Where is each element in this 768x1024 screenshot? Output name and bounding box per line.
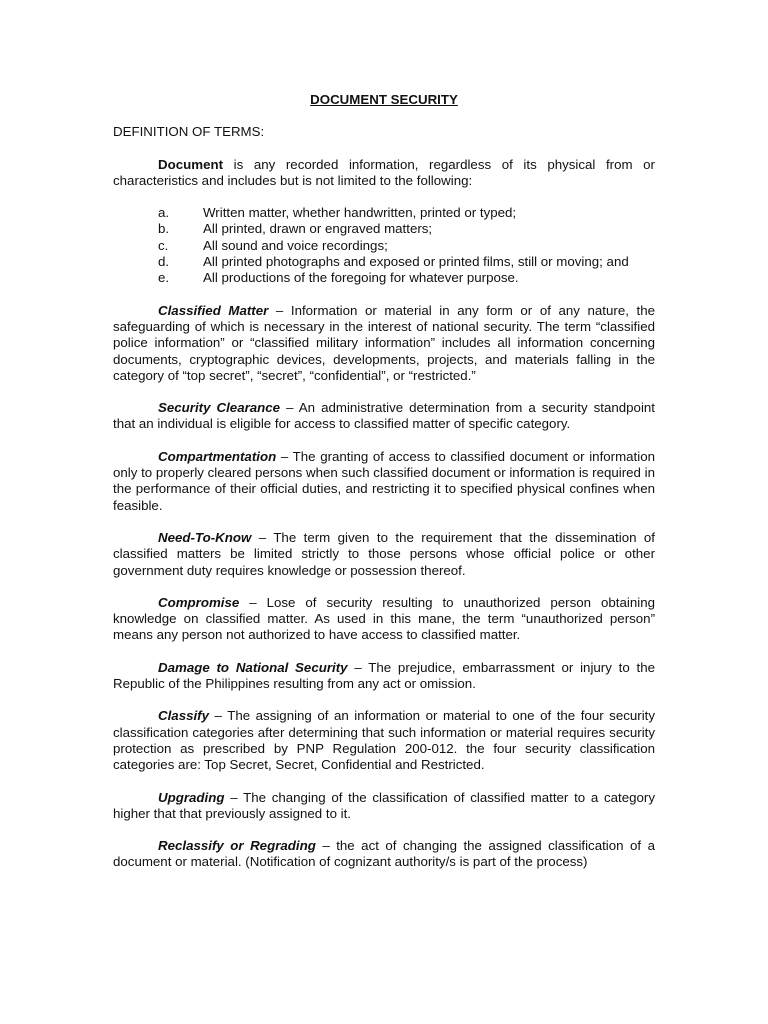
- list-item: [113, 221, 655, 237]
- definition-document: [113, 157, 655, 190]
- list-item-text: All printed photographs and exposed or printed films, still or moving; and: [203, 254, 629, 270]
- term-label: Compromise: [158, 594, 240, 610]
- term-label: Security Clearance: [158, 400, 281, 416]
- definition-text: – The assigning of an information or material to one of the four security classification categories after determining that such information or material requires security protection as prescribed by PNP Regulation 200-012. the four security classification categories are: Top Secret, Secret, Confidential and Restricted.: [113, 708, 655, 773]
- term-label: Classify: [158, 708, 209, 724]
- term-label: Damage to National Security: [158, 659, 348, 675]
- page-title: DOCUMENT SECURITY: [310, 92, 458, 107]
- term-label: Upgrading: [158, 789, 225, 805]
- definition-need-to-know: [113, 530, 655, 579]
- section-heading: DEFINITION OF TERMS:: [113, 124, 265, 140]
- list-marker: a.: [158, 205, 170, 221]
- list-marker: c.: [158, 237, 169, 253]
- definition-classified-matter: [113, 303, 655, 384]
- definition-text: – The term given to the requirement that the dissemination of classified matters be limited strictly to those persons whose official police or other government duty requires knowledge or possession thereof.: [113, 529, 655, 578]
- term-label: Compartmentation: [158, 448, 277, 464]
- list-marker: b.: [158, 221, 170, 237]
- definition-upgrading: [113, 790, 655, 823]
- definition-text: is any recorded information, regardless of its physical from or characteristics and includes but is not limited to the following:: [113, 156, 655, 188]
- list-item-text: All printed, drawn or engraved matters;: [203, 221, 433, 237]
- definition-classify: [113, 708, 655, 773]
- term-label: Classified Matter: [158, 302, 269, 318]
- list-item-text: Written matter, whether handwritten, printed or typed;: [203, 205, 517, 221]
- document-page: [113, 92, 655, 887]
- definition-text: – An administrative determination from a security standpoint that an individual is eligible for access to classified matter of specific category.: [113, 400, 655, 432]
- definition-damage-to-national-security: [113, 660, 655, 693]
- document-types-list: [113, 205, 655, 286]
- term-label: Need-To-Know: [158, 529, 252, 545]
- list-item: [113, 238, 655, 254]
- definition-text: – The prejudice, embarrassment or injury to the Republic of the Philippines resulting from any act or omission.: [113, 659, 656, 692]
- definition-reclassify-or-regrading: [113, 838, 655, 871]
- definition-text: – The changing of the classification of classified matter to a category higher that that previously assigned to it.: [113, 789, 655, 821]
- list-marker: d.: [158, 254, 170, 270]
- definition-text: – the act of changing the assigned classification of a document or material. (Notification of cognizant authority/s is part of the process): [113, 838, 655, 870]
- list-item: [113, 205, 655, 221]
- definition-compromise: [113, 595, 655, 644]
- definition-text: – Information or material in any form or of any nature, the safeguarding of which is necessary in the interest of national security. The term “classified police information” or “classified military information” includes all information concerning documents, cryptographic devices, developments, projects, and materials falling in the category of “top secret”, “secret”, “confidential”, or “restricted.”: [113, 302, 655, 383]
- list-item: [113, 270, 655, 286]
- list-item: [113, 254, 655, 270]
- term-label: Reclassify or Regrading: [158, 838, 316, 854]
- definition-text: – Lose of security resulting to unauthorized person obtaining knowledge on classified matter. As used in this mane, the term “unauthorized person” means any person not authorized to have access to classified matter.: [113, 594, 655, 643]
- definition-text: – The granting of access to classified document or information only to properly cleared persons when such classified document or information is required in the performance of their official duties, and restricting it to specified physical confines when feasible.: [113, 448, 655, 513]
- list-item-text: All productions of the foregoing for whatever purpose.: [203, 270, 519, 286]
- definition-security-clearance: [113, 400, 655, 433]
- list-item-text: All sound and voice recordings;: [203, 237, 388, 253]
- list-marker: e.: [158, 270, 170, 286]
- definition-compartmentation: [113, 449, 655, 514]
- term-label: Document: [158, 156, 224, 172]
